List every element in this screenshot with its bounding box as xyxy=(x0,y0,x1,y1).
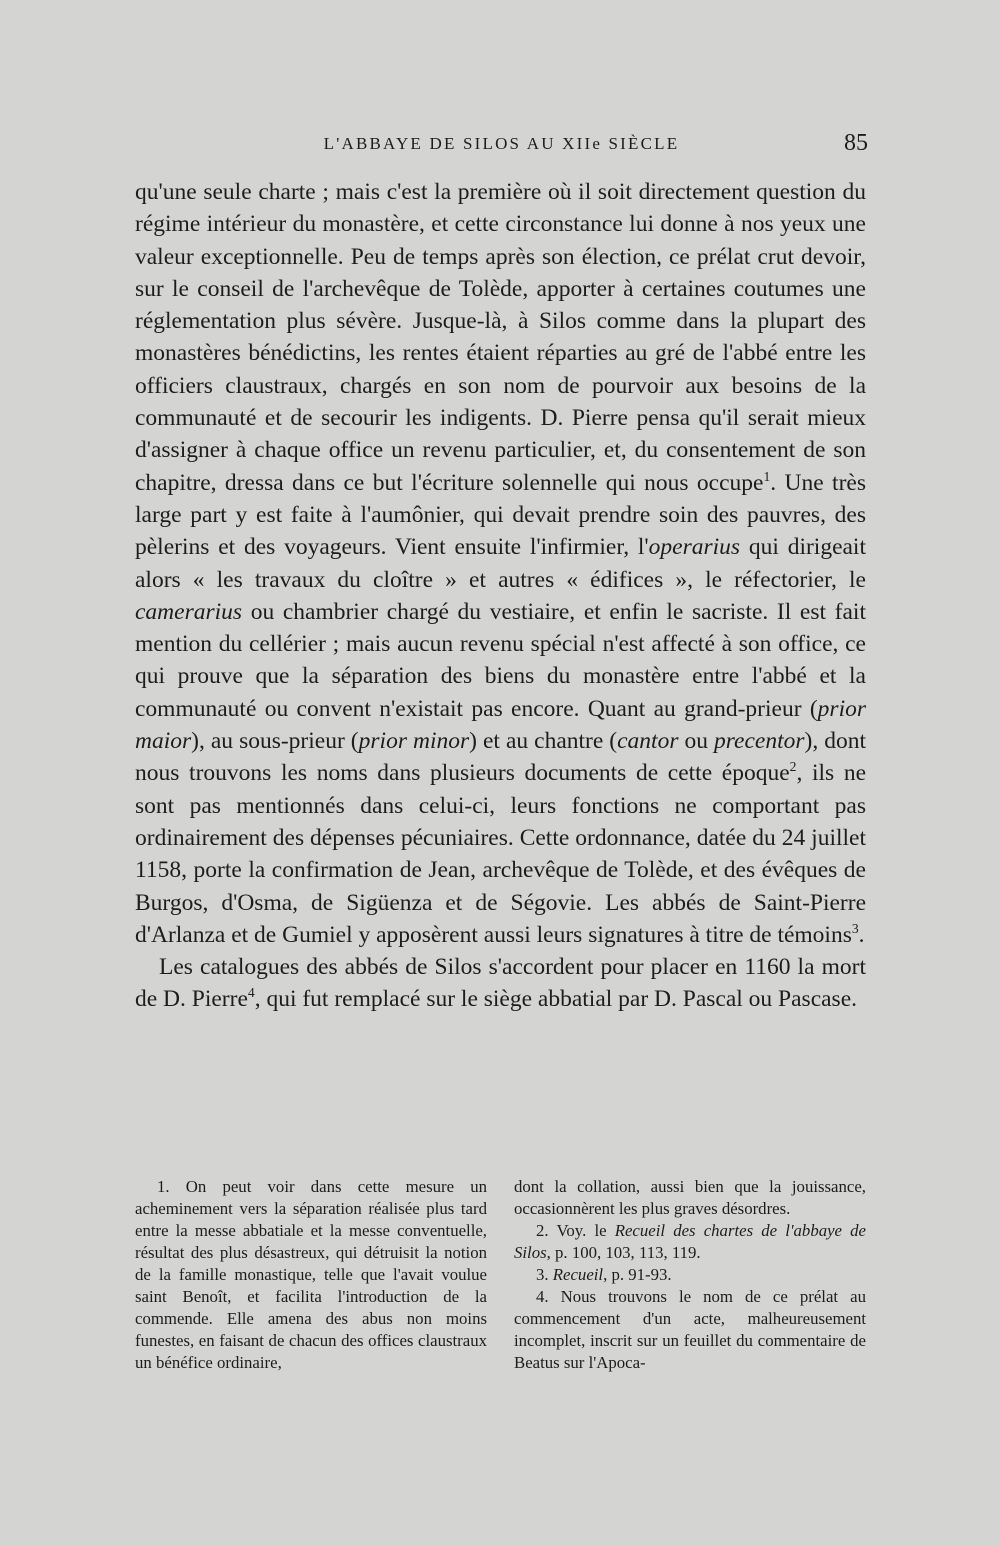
text-run: ou chambrier chargé du vestiaire, et enfin le sacriste. Il est fait mention du cellérier ; mais aucun revenu spécial n'est affecté à son office, ce qui prouve que la séparation des biens du monastère entre l'abbé et la communauté ou convent n'existait pas encore. Quant au grand-prieur ( xyxy=(135,598,866,722)
italic-term: operarius xyxy=(648,534,741,561)
italic-term: camerarius xyxy=(135,598,243,625)
running-head xyxy=(135,130,868,160)
text-run: ), au sous-prieur ( xyxy=(191,728,359,755)
italic-term: prior minor xyxy=(358,728,470,755)
footnote-1-continued: dont la collation, aussi bien que la jouissance, occasionnèrent les plus graves désordres. xyxy=(514,1177,866,1218)
footnote-1: 1. On peut voir dans cette mesure un acheminement vers la séparation réalisée plus tard entre la messe abbatiale et la messe conventuelle, résultat des plus désastreux, qui détruisit la notion de la famille monastique, telle que l'avait voulue saint Benoît, et facilita l'introduction de la commende. Elle amena des abus non moins funestes, en faisant de chacun des offices claustraux un bénéfice ordinaire, xyxy=(135,1177,487,1372)
italic-term: prior maior xyxy=(135,695,866,755)
text-run: qu'une seule charte ; mais c'est la première où il soit directement question du régime intérieur du monastère, et cette circonstance lui donne à nos yeux une valeur exceptionnelle. Peu de temps après son élection, ce prélat crut devoir, sur le conseil de l'archevêque de Tolède, apporter à certaines coutumes une réglementation plus sévère. Jusque-là, à Silos comme dans la plupart des monastères bénédictins, les rentes étaient réparties au gré de l'abbé entre les officiers claustraux, chargés en son nom de pourvoir aux besoins de la communauté et de secourir les indigents. D. Pierre pensa qu'il serait mieux d'assigner à chaque office un revenu particulier, et, du consentement de son chapitre, dressa dans ce but l'écriture solennelle qui nous occupe xyxy=(135,179,866,496)
text-run: . xyxy=(858,921,865,948)
text-run: , ils ne sont pas mentionnés dans celui-ci, leurs fonctions ne comportant pas ordinairement des dépenses pécuniaires. Cette ordonnance, datée du 24 juillet 1158, porte la confirmation de Jean, archevêque de Tolède, et des évêques de Burgos, d'Osma, de Sigüenza et de Ségovie. Les abbés de Saint-Pierre d'Arlanza et de Gumiel y apposèrent aussi leurs signatures à titre de témoins xyxy=(135,760,867,948)
footnotes xyxy=(135,1176,866,1374)
text-run: ) et au chantre ( xyxy=(469,728,618,755)
italic-term: cantor xyxy=(617,728,679,755)
text-run: ), dont nous trouvons les noms dans plusieurs documents de cette époque xyxy=(135,728,867,787)
italic-title: Recueil xyxy=(552,1265,604,1284)
paragraph-2 xyxy=(135,951,866,1016)
text-run: qui dirigeait alors « les travaux du cloître » et autres « édifices », le réfectorier, le xyxy=(135,534,866,593)
page-number: 85 xyxy=(844,130,868,156)
running-title: L'ABBAYE DE SILOS AU XIIe SIÈCLE xyxy=(323,134,680,153)
footnote-ref-4: 4 xyxy=(247,985,255,1001)
footnote-ref-1: 1 xyxy=(763,468,771,484)
footnote-3 xyxy=(514,1264,866,1286)
text-run: . Une très large part y est faite à l'aumônier, qui devait prendre soin des pauvres, des pèlerins et des voyageurs. Vient ensuite l'infirmier, l' xyxy=(135,469,866,561)
footnote-2 xyxy=(514,1220,866,1264)
italic-title: Recueil des chartes de l'abbaye de Silos xyxy=(514,1221,866,1262)
italic-term: precentor xyxy=(714,728,805,755)
main-text xyxy=(135,176,866,1016)
text-run: , p. 100, 103, 113, 119. xyxy=(546,1243,701,1262)
footnote-ref-2: 2 xyxy=(789,759,797,775)
text-run: , p. 91-93. xyxy=(603,1265,672,1284)
paragraph-1 xyxy=(135,176,866,951)
footnote-4: 4. Nous trouvons le nom de ce prélat au commencement d'un acte, malheureusement incomplet, inscrit sur un feuillet du commentaire de Beatus sur l'Apoca- xyxy=(514,1287,866,1372)
text-run: 3. xyxy=(536,1265,553,1284)
text-run: , qui fut remplacé sur le siège abbatial par D. Pascal ou Pascase. xyxy=(254,986,858,1013)
text-run: Les catalogues des abbés de Silos s'accordent pour placer en 1160 la mort de D. Pierre xyxy=(135,954,866,1013)
text-run: ou xyxy=(678,728,715,755)
footnotes-left-column xyxy=(135,1176,487,1374)
footnote-ref-3: 3 xyxy=(851,921,859,936)
text-run: 2. Voy. le xyxy=(536,1221,615,1240)
footnotes-right-column xyxy=(514,1176,866,1374)
